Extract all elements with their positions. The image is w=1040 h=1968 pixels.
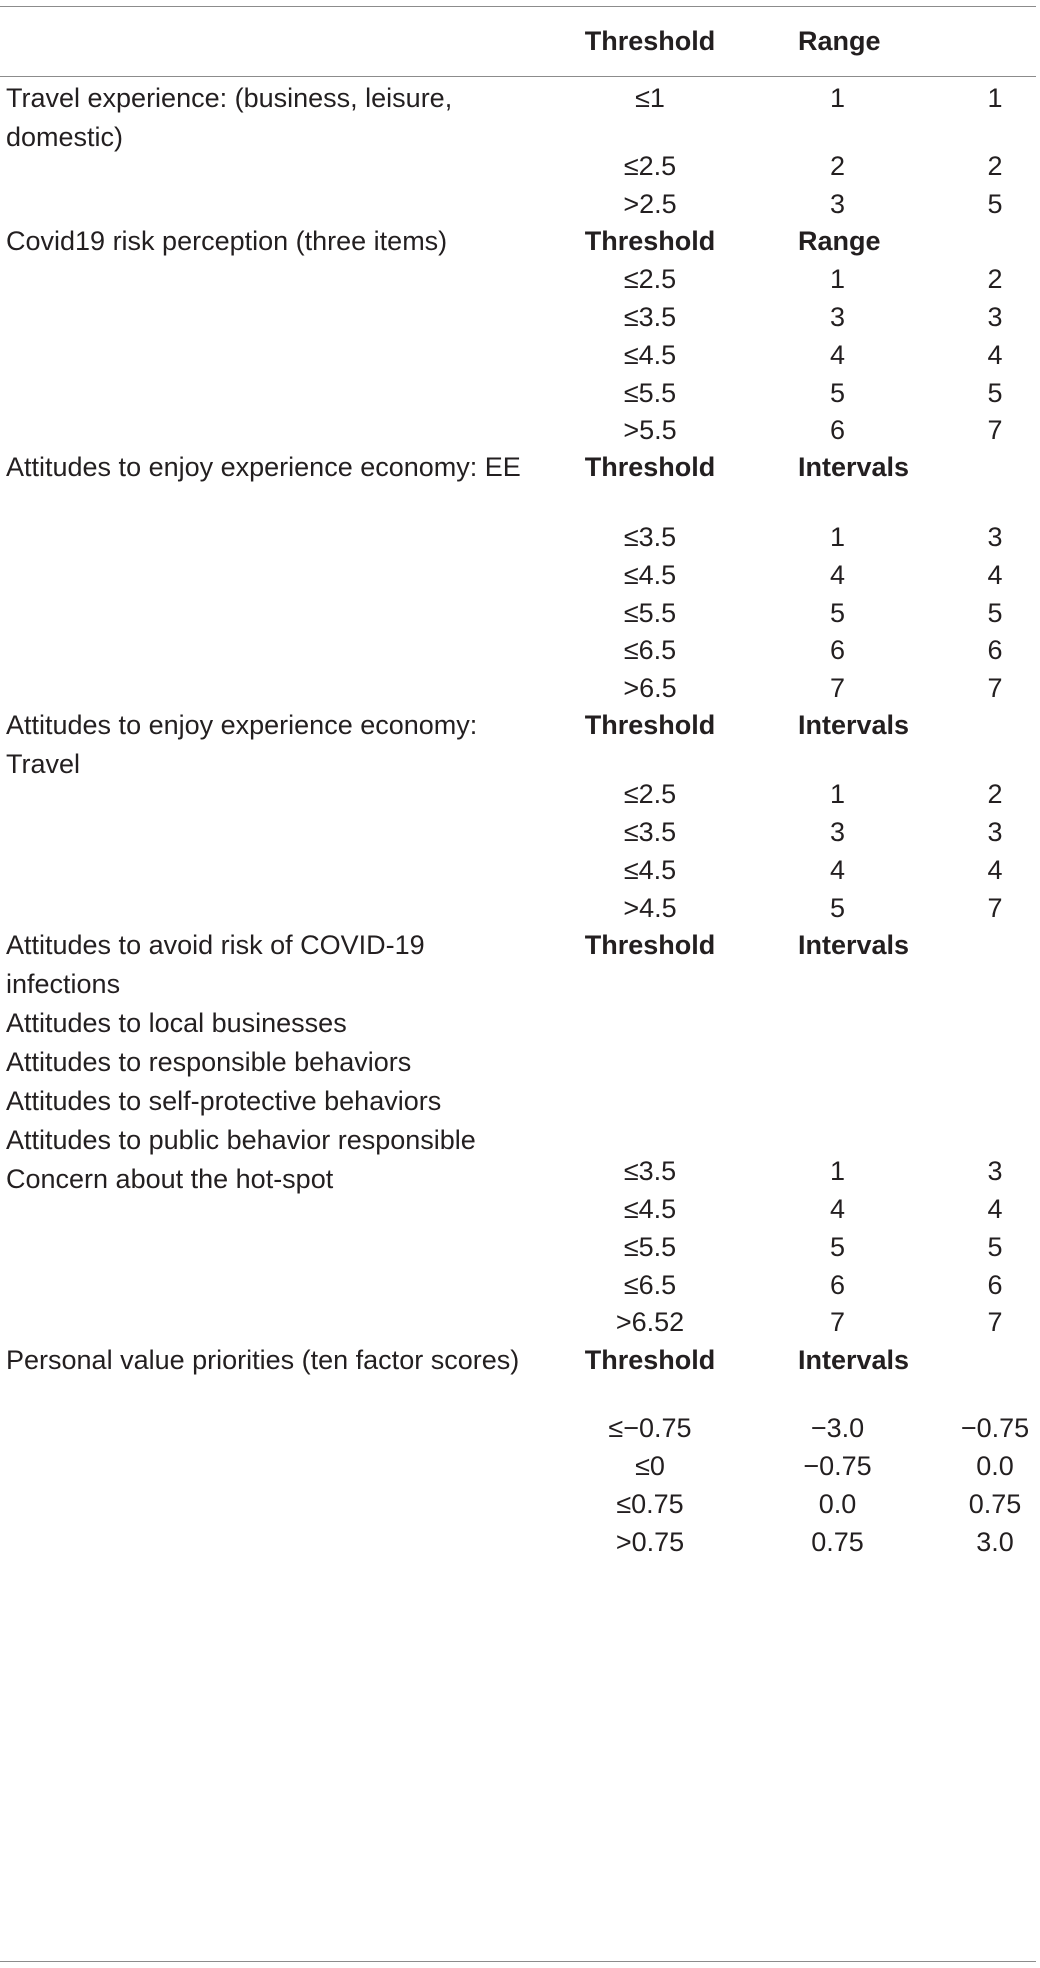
row-value-high: 6: [987, 635, 1003, 665]
row-threshold: ≤4.5: [623, 1194, 677, 1224]
row-threshold: ≤4.5: [623, 855, 677, 885]
row-value-low: 6: [829, 635, 846, 665]
row-threshold: ≤1: [635, 83, 665, 113]
row-value-low: 1: [829, 522, 846, 552]
row-threshold: ≤3.5: [623, 522, 677, 552]
row-label: Travel experience: (business, leisure, domestic): [6, 83, 453, 152]
row-value-low: Intervals: [798, 452, 910, 482]
row-value-low: Intervals: [798, 710, 910, 740]
row-value-low: 3: [829, 302, 846, 332]
row-value-high: 0.75: [968, 1489, 1022, 1519]
row-value-low: −3.0: [810, 1413, 865, 1443]
row-label: Attitudes to enjoy experience economy: Travel: [6, 710, 478, 779]
row-value-low: 4: [829, 560, 846, 590]
row-value-high: 0.0: [976, 1451, 1014, 1481]
row-threshold: ≤4.5: [623, 340, 677, 370]
table-bottom-rule: [0, 1961, 1036, 1962]
row-value-high: 5: [987, 1232, 1003, 1262]
header-range: Range: [798, 26, 881, 56]
row-value-low: Intervals: [798, 930, 910, 960]
row-value-low: 5: [829, 378, 846, 408]
row-value-low: 6: [829, 415, 846, 445]
row-threshold: ≤6.5: [623, 635, 677, 665]
row-value-low: 3: [829, 817, 846, 847]
row-value-high: 4: [987, 855, 1003, 885]
row-value-high: 1: [987, 83, 1003, 113]
row-value-low: 4: [829, 855, 846, 885]
row-value-low: 5: [829, 598, 846, 628]
row-threshold: ≤2.5: [623, 151, 677, 181]
row-threshold: Threshold: [584, 226, 716, 256]
row-value-high: 2: [987, 779, 1003, 809]
row-threshold: ≤6.5: [623, 1270, 677, 1300]
row-threshold: >2.5: [623, 189, 677, 219]
row-threshold: >5.5: [623, 415, 677, 445]
row-threshold: Threshold: [584, 1345, 716, 1375]
row-value-high: 4: [987, 1194, 1003, 1224]
row-threshold: ≤0: [635, 1451, 665, 1481]
row-threshold: ≤4.5: [623, 560, 677, 590]
row-value-low: 5: [829, 1232, 846, 1262]
row-threshold: ≤5.5: [623, 1232, 677, 1262]
row-value-low: 4: [829, 1194, 846, 1224]
row-value-low: 6: [829, 1270, 846, 1300]
row-value-low: 1: [829, 83, 846, 113]
row-label: Attitudes to avoid risk of COVID-19 infections Attitudes to local businesses Attitudes to responsible behaviors Attitudes to self-protective behaviors Attitudes to public behavior responsible Concern about the hot-spot: [6, 930, 476, 1194]
row-value-high: 3: [987, 302, 1003, 332]
row-value-high: 6: [987, 1270, 1003, 1300]
row-value-high: −0.75: [960, 1413, 1030, 1443]
row-value-high: 4: [987, 560, 1003, 590]
row-value-high: 3: [987, 817, 1003, 847]
row-threshold: ≤3.5: [623, 817, 677, 847]
row-threshold: ≤3.5: [623, 1156, 677, 1186]
row-label: Personal value priorities (ten factor scores): [6, 1345, 520, 1375]
row-value-low: 2: [829, 151, 846, 181]
row-threshold: Threshold: [584, 452, 716, 482]
row-value-high: 7: [987, 415, 1003, 445]
row-value-high: 4: [987, 340, 1003, 370]
table-header-rule: [0, 76, 1036, 77]
row-threshold: ≤0.75: [616, 1489, 684, 1519]
row-value-low: 3: [829, 189, 846, 219]
row-value-high: 7: [987, 1307, 1003, 1337]
row-value-high: 3: [987, 522, 1003, 552]
row-value-high: 7: [987, 893, 1003, 923]
row-threshold: >6.52: [615, 1307, 685, 1337]
row-threshold: ≤5.5: [623, 598, 677, 628]
row-threshold: >0.75: [615, 1527, 685, 1557]
row-value-high: 2: [987, 151, 1003, 181]
row-value-low: 0.75: [811, 1527, 864, 1557]
row-threshold: ≤2.5: [623, 779, 677, 809]
row-value-low: 7: [829, 673, 846, 703]
row-value-high: 2: [987, 264, 1003, 294]
row-label: Attitudes to enjoy experience economy: EE: [6, 452, 521, 482]
row-threshold: ≤2.5: [623, 264, 677, 294]
row-threshold: ≤−0.75: [608, 1413, 692, 1443]
row-value-low: 1: [829, 1156, 846, 1186]
row-threshold: Threshold: [584, 710, 716, 740]
row-value-high: 5: [987, 189, 1003, 219]
row-value-low: Range: [798, 226, 881, 256]
row-value-high: 7: [987, 673, 1003, 703]
row-value-high: 3.0: [976, 1527, 1014, 1557]
row-threshold: >6.5: [623, 673, 677, 703]
row-value-low: 4: [829, 340, 846, 370]
header-threshold: Threshold: [584, 26, 716, 56]
row-threshold: ≤5.5: [623, 378, 677, 408]
row-value-low: 7: [829, 1307, 846, 1337]
row-value-low: 1: [829, 264, 846, 294]
row-value-high: 3: [987, 1156, 1003, 1186]
row-value-low: 0.0: [818, 1489, 857, 1519]
row-value-low: 1: [829, 779, 846, 809]
row-value-high: 5: [987, 378, 1003, 408]
row-threshold: ≤3.5: [623, 302, 677, 332]
row-value-low: −0.75: [803, 1451, 872, 1481]
row-threshold: >4.5: [623, 893, 677, 923]
row-label: Covid19 risk perception (three items): [6, 226, 448, 256]
row-threshold: Threshold: [584, 930, 716, 960]
row-value-low: Intervals: [798, 1345, 910, 1375]
row-value-low: 5: [829, 893, 846, 923]
table-top-rule: [0, 6, 1036, 7]
row-value-high: 5: [987, 598, 1003, 628]
